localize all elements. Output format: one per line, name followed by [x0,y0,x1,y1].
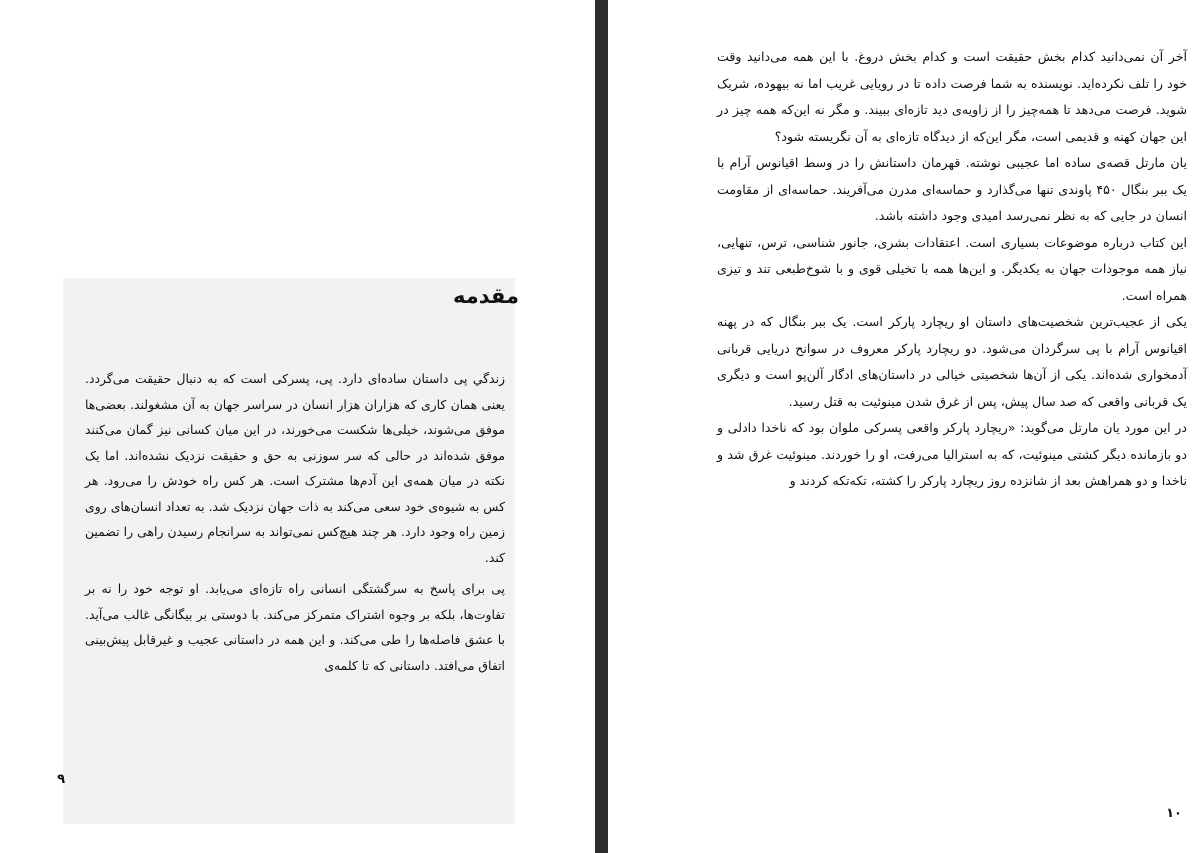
left-page [0,0,595,853]
page-number: ۱۰ [1166,806,1182,821]
paragraph: زندگي پی داستان ساده‌ای دارد. پی، پسرکی است که به دنبال حقیقت می‌گردد. یعنی همان کاری که هزاران هزار انسان در سراسر جهان به آن مشغولند. بعضی‌ها موفق می‌شوند، خیلی‌ها شکست می‌خورند، در این میان کسانی نیز گمان می‌کنند موفق شده‌اند در حالی که سر سوزنی به حق و حقیقت نزدیک نشده‌اند. اما یک نکته در میان همه‌ی این آدم‌ها مشترک است. هر کس راه خودش را می‌رود. هر کس به شیوه‌ی خود سعی می‌کند به ذات جهان نزدیک شد. به تعداد انسان‌های روی زمین راه وجود دارد. هر چند هیچ‌کس نمی‌تواند به سرانجام رسیدن راهی را تضمین کند. [85,371,505,565]
page-heading: مقدمه [453,284,519,308]
book-spine-divider [595,0,608,853]
right-page [608,0,1202,853]
page-number: ۹ [57,772,65,787]
paragraph: پی برای پاسخ به سرگشتگی انسانی راه تازه‌ای می‌یابد. او توجه خود را نه بر تفاوت‌ها، بلکه بر وجوه اشتراک متمرکز می‌کند. با دوستی بر بیگانگی غالب می‌آید. با عشق فاصله‌ها را طی می‌کند. و این همه در داستانی عجیب و غیرقابل پیش‌بینی اتفاق می‌افتد. داستانی که تا کلمه‌ی [85,581,505,673]
paragraph: در این مورد یان مارتل می‌گوید: «ریچارد پارکر واقعی پسرکی ملوان بود که ناخدا دادلی و دو بازمانده دیگر کشتی مینوئیت، که به استرالیا می‌رفت، او را خوردند. مینوئیت غرق شد و ناخدا و دو همراهش بعد از شانزده روز ریچارد پارکر را کشته، تکه‌تکه کردند و [717,420,1187,488]
paragraph: آخر آن نمی‌دانید کدام بخش حقیقت است و کدام بخش دروغ. با این همه می‌دانید وقت خود را تلف نکرده‌اید. نویسنده به شما فرصت داده تا در رویایی غریب اما نه بیهوده، شریک شوید. فرصت می‌دهد تا همه‌چیز را از زاویه‌ی دید تازه‌ای ببیند. و مگر نه این‌که همه چیز در این جهان کهنه و قدیمی است، مگر این‌که از دیدگاه تازه‌ای به آن نگریسته شود؟ [717,49,1187,144]
right-page-text [717,44,1187,495]
paragraph: این کتاب درباره موضوعات بسیاری است. اعتقادات بشری، جانور شناسی، ترس، تنهایی، نیاز همه موجودات جهان به یکدیگر. و این‌ها همه با تخیلی قوی و با شوخ‌طبعی تند و تیزی همراه است. [717,234,1187,303]
left-page-text [85,366,505,678]
paragraph: یان مارتل قصه‌ی ساده اما عجیبی نوشته. قهرمان داستانش را در وسط اقیانوس آرام با یک ببر بنگال ۴۵۰ پاوندی تنها می‌گذارد و حماسه‌ای مدرن می‌آفریند. حماسه‌ای از مقاومت انسان در جایی که به نظر نمی‌رسد امیدی وجود داشته باشد. [717,155,1187,223]
paragraph: یکی از عجیب‌ترین شخصیت‌های داستان او ریچارد پارکر است. یک ببر بنگال که در پهنه اقیانوس آرام با پی سرگردان می‌شود. دو ریچارد پارکر معروف در سوانح دریایی قربانی آدمخواری شده‌اند. یکی از آن‌ها شخصیتی خیالی در داستان‌های ادگار آلن‌پو است و دیگری یک قربانی واقعی که صد سال پیش، پس از غرق شدن مینوئیت به قتل رسید. [717,314,1187,409]
